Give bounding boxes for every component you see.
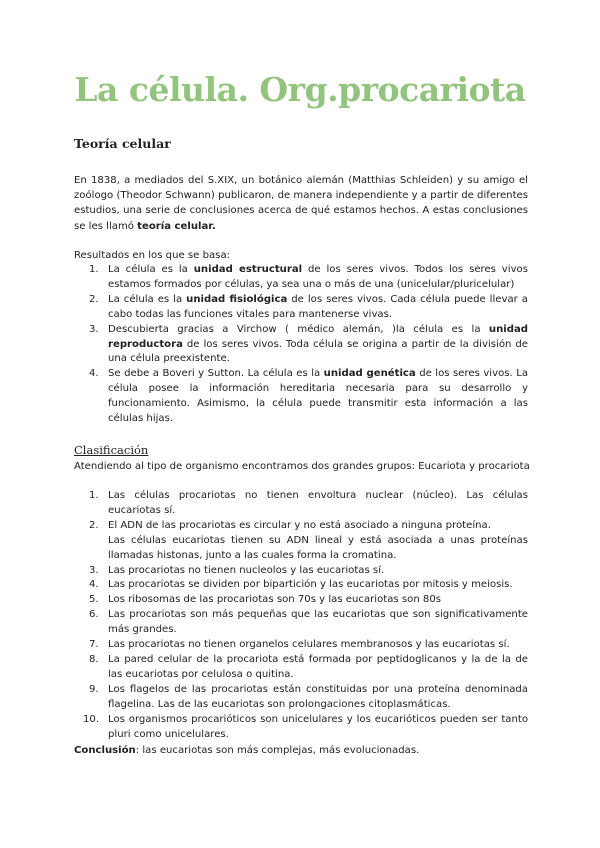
list-bold: unidad fisiológica	[186, 293, 288, 305]
list-text: de los seres vivos. La célula posee la información hereditaria necesaria para su desarrollo y funcionamiento. Asimismo, la célula puede transmitir esta información a las células hijas.	[108, 368, 529, 425]
list-number: 7.	[89, 639, 99, 651]
list-text: La célula es la	[108, 293, 187, 305]
results-list	[74, 263, 528, 427]
results-lead: Resultados en los que se basa:	[74, 250, 231, 261]
list-item	[74, 367, 528, 427]
list-text: de los seres vivos. Todos los seres vivos estamos formados por células, ya sea una o más de una (unicelular/pluricelular)	[108, 264, 528, 290]
list-number: 1.	[89, 490, 99, 501]
list-item	[74, 293, 528, 323]
list-item	[74, 564, 528, 579]
list-text: de los seres vivos. Toda célula se origina a partir de la división de una célula preexistente.	[108, 338, 528, 365]
intro-paragraph	[74, 173, 528, 234]
list-number: 9.	[89, 683, 99, 695]
list-number: 6.	[89, 609, 99, 621]
list-text: Las células procariotas no tienen envoltura nuclear (núcleo). Las células eucariotas sí.	[108, 490, 528, 516]
list-number: 4.	[89, 579, 99, 591]
conclusion	[74, 745, 419, 756]
classification-title: Clasificación	[74, 443, 149, 457]
list-item	[74, 578, 528, 593]
list-text: Las procariotas no tienen nucleolos y las eucariotas sí.	[108, 564, 385, 576]
conclusion-text: : las eucariotas son más complejas, más evolucionadas.	[135, 745, 420, 756]
list-text: Las procariotas se dividen por bipartición y las eucariotas por mitosis y meiosis.	[108, 579, 513, 591]
list-text: Las procariotas no tienen organelos celulares membranosos y las eucariotas sí.	[108, 639, 510, 651]
list-number: 10.	[83, 713, 100, 725]
list-item	[74, 263, 528, 293]
list-text: de los seres vivos. Cada célula puede llevar a cabo todas las funciones vitales para mantenerse vivas.	[108, 293, 528, 320]
list-bold: unidad genética	[323, 368, 416, 380]
list-bold: unidad reproductora	[108, 323, 528, 350]
list-item	[74, 489, 528, 519]
conclusion-label: Conclusión	[74, 745, 136, 756]
list-item	[74, 323, 528, 368]
list-text: Los flagelos de las procariotas están constituidas por una proteína denominada flagelina. Las de las eucariotas son prolongaciones citoplasmáticas.	[108, 683, 528, 710]
list-item	[74, 653, 528, 683]
list-number: 3.	[89, 564, 99, 576]
intro-text: En 1838, a mediados del S.XIX, un botánico alemán (Matthias Schleiden) y su amigo el zoólogo (Theodor Schwann) publicaron, de manera independiente y a partir de diferentes estudios, una serie de conclusiones acerca de qué estamos hechos. A estas conclusiones se les llamó	[74, 175, 528, 232]
list-number: 3.	[89, 323, 99, 335]
list-text: El ADN de las procariotas es circular y no está asociado a ninguna proteína.	[108, 519, 491, 531]
classification-lead: Atendiendo al tipo de organismo encontramos dos grandes grupos: Eucariota y procariota	[74, 461, 530, 472]
list-number: 2.	[89, 519, 99, 531]
list-subtext: Las células eucariotas tienen su ADN lineal y está asociada a unas proteínas llamadas histonas, junto a las cuales forma la cromatina.	[108, 534, 528, 561]
list-item	[74, 593, 528, 608]
list-text: Las procariotas son más pequeñas que las eucariotas que son significativamente más grandes.	[108, 609, 528, 636]
classification-list	[74, 489, 528, 742]
list-item	[74, 519, 528, 564]
list-number: 1.	[89, 264, 99, 275]
list-number: 2.	[89, 293, 99, 305]
page-title: La célula. Org.procariota	[74, 70, 526, 109]
list-item	[74, 608, 528, 638]
list-bold: unidad estructural	[193, 264, 303, 275]
list-number: 5.	[89, 594, 99, 606]
list-text: Los organismos procarióticos son unicelulares y los eucarióticos pueden ser tanto pluri como unicelulares.	[108, 713, 528, 740]
list-item	[74, 638, 528, 653]
list-text: Descubierta gracias a Virchow ( médico alemán, )la célula es la	[108, 323, 489, 335]
list-number: 4.	[89, 368, 99, 380]
list-number: 8.	[89, 653, 99, 665]
list-item	[74, 683, 528, 713]
list-text: La pared celular de la procariota está formada por peptidoglicanos y la de la de las eucariotas por celulosa o quitina.	[108, 653, 528, 680]
section-title: Teoría celular	[74, 136, 171, 151]
list-text: Los ribosomas de las procariotas son 70s y las eucariotas son 80s	[108, 594, 442, 606]
list-text: Se debe a Boveri y Sutton. La célula es la	[108, 368, 324, 380]
intro-bold: teoría celular.	[137, 220, 216, 232]
list-item	[74, 713, 528, 743]
list-text: La célula es la	[108, 264, 194, 275]
